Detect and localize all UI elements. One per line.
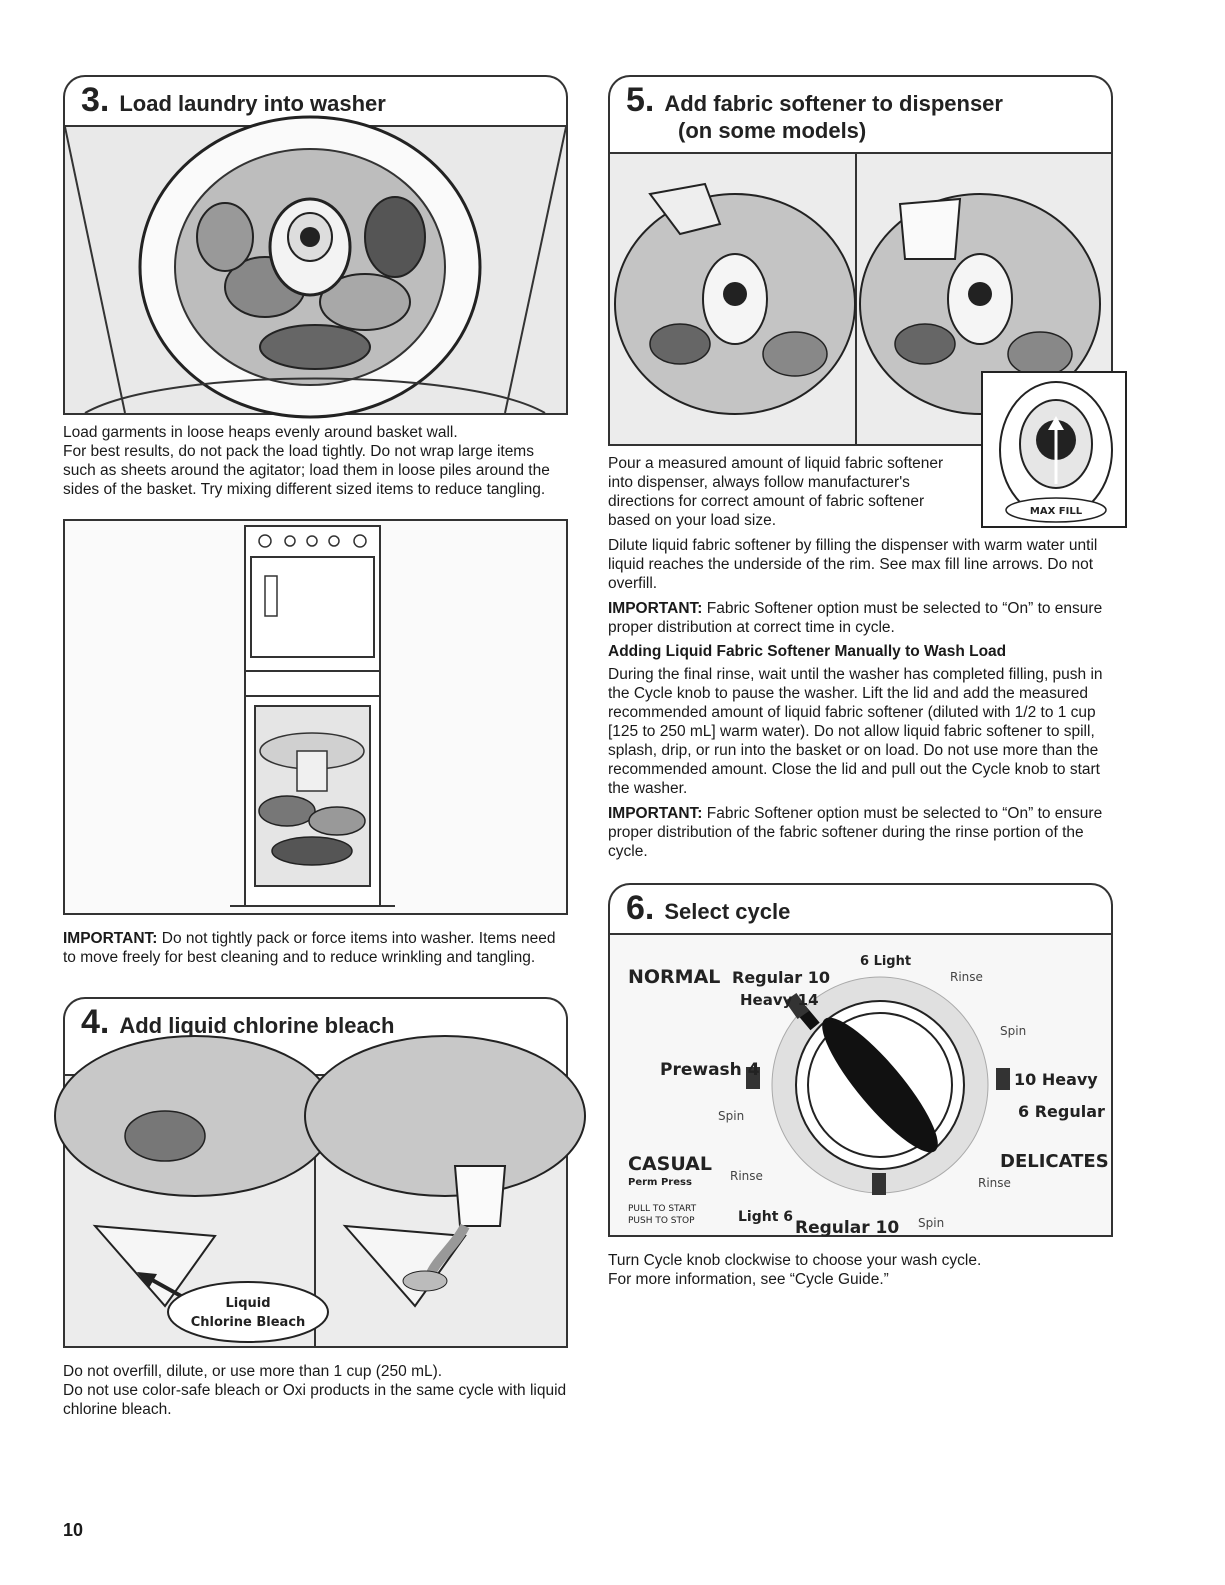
step-4-text: [63, 1362, 568, 1419]
max-fill-label: MAX FILL: [1029, 506, 1083, 517]
step-6-text: [608, 1251, 1113, 1289]
dial-6-regular: 6 Regular: [1018, 1102, 1105, 1121]
step-6-section: [608, 883, 1113, 1289]
right-column: [608, 75, 1113, 1295]
dial-spin-bottom: Spin: [918, 1216, 945, 1230]
dial-6-light: 6 Light: [860, 954, 912, 969]
dial-10-heavy: 10 Heavy: [1014, 1070, 1098, 1089]
step-4-body-1: Do not overfill, dilute, or use more than 1 cup (250 mL).: [63, 1363, 443, 1380]
step-5-header: [608, 75, 1113, 152]
stacked-washer-image: [65, 521, 566, 913]
dial-pull-to-start: PULL TO START: [628, 1204, 697, 1214]
step-5-important1-label: IMPORTANT:: [608, 600, 703, 617]
dial-heavy-14: Heavy 14: [740, 991, 819, 1009]
step-5-dilute-text: Dilute liquid fabric softener by filling the dispenser with warm water until liquid reaches the underside of the rim. See max fill line arrows. Do not overfill.: [608, 537, 1098, 592]
dial-rinse-top: Rinse: [950, 970, 983, 984]
bleach-dispenser-image: [65, 1076, 566, 1346]
step-3-title: [81, 81, 550, 119]
dial-regular-10-bottom: Regular 10: [795, 1218, 900, 1238]
step-6-title-text: Select cycle: [664, 899, 791, 924]
dial-rinse-left: Rinse: [730, 1169, 763, 1183]
step-5-pour-text: Pour a measured amount of liquid fabric softener into dispenser, always follow manufacturer's directions for correct amount of fabric softener based on your load size.: [608, 455, 944, 529]
dial-prewash-4: Prewash 4: [660, 1060, 760, 1080]
cycle-dial-illustration: [608, 933, 1113, 1237]
bleach-dispenser-illustration: [63, 1074, 568, 1348]
page-number: 10: [63, 1520, 84, 1540]
step-5-number: 5.: [626, 81, 655, 119]
step-3-important: [63, 929, 568, 967]
step-6-body-1: Turn Cycle knob clockwise to choose your wash cycle.: [608, 1252, 982, 1269]
dial-regular-10-top: Regular 10: [732, 968, 831, 987]
stacked-washer-illustration: [63, 519, 568, 915]
dial-light-6-bottom: Light 6: [738, 1209, 794, 1225]
left-column: [63, 75, 568, 1425]
step-4-title-line1: Add liquid chlorine bleach: [119, 1013, 395, 1038]
washer-basket-illustration: [63, 125, 568, 415]
step-5-manual-text: During the final rinse, wait until the washer has completed filling, push in the Cycle knob to pause the washer. Lift the lid and add the measured recommended amount of liquid fabric softener (diluted with 1/2 to 1 cup [125 to 250 mL] warm water). Do not allow liquid fabric softener to spill, splash, drip, or run into the basket or on load. Do not use more than the recommended amount. Close the lid and pull out the Cycle knob to start the washer.: [608, 666, 1103, 797]
step-4-body-2: Do not use color-safe bleach or Oxi products in the same cycle with liquid chlorine bleach.: [63, 1382, 567, 1418]
step-6-header: [608, 883, 1113, 933]
dial-normal: NORMAL: [628, 966, 721, 988]
cycle-dial: [610, 935, 1111, 1238]
step-5-important2-text: Fabric Softener option must be selected to “On” to ensure proper distribution of the fabric softener during the rinse portion of the cycle.: [608, 805, 1103, 860]
step-3-important-text: Do not tightly pack or force items into washer. Items need to move freely for best cleaning and to reduce wrinkling and tangling.: [63, 930, 556, 966]
dial-delicates: DELICATES: [1000, 1151, 1109, 1172]
dial-spin-left: Spin: [718, 1109, 745, 1123]
dial-spin-right: Spin: [1000, 1024, 1027, 1038]
dial-casual: CASUAL: [628, 1153, 712, 1175]
step-5-important1-text: Fabric Softener option must be selected to “On” to ensure proper distribution at correct time in cycle.: [608, 600, 1103, 636]
step-5-title-line2: (on some models): [678, 118, 867, 143]
step-5-title-line1: Add fabric softener to dispenser: [664, 91, 1003, 116]
step-3-section: [63, 75, 568, 967]
washer-basket-image: [65, 127, 566, 413]
step-4-section: [63, 997, 568, 1419]
dial-push-to-stop: PUSH TO STOP: [628, 1216, 695, 1226]
step-5-section: [608, 75, 1113, 861]
step-4-number: 4.: [81, 1003, 110, 1041]
step-3-body-2: For best results, do not pack the load tightly. Do not wrap large items such as sheets around the agitator; load them in loose piles around the sides of the basket. Try mixing different sized items to reduce tangling.: [63, 443, 550, 498]
step-3-number: 3.: [81, 81, 110, 119]
bleach-callout-line1: Liquid: [225, 1296, 271, 1311]
dial-rinse-right: Rinse: [978, 1176, 1011, 1190]
step-5-title: [626, 81, 1095, 144]
step-3-important-label: IMPORTANT:: [63, 930, 158, 947]
step-6-number: 6.: [626, 889, 655, 927]
step-3-title-text: Load laundry into washer: [119, 91, 386, 116]
step-5-manual-heading: Adding Liquid Fabric Softener Manually to Wash Load: [608, 643, 1007, 660]
step-5-important2-label: IMPORTANT:: [608, 805, 703, 822]
dial-perm-press: Perm Press: [628, 1177, 692, 1188]
step-3-text: [63, 423, 568, 499]
step-6-body-2: For more information, see “Cycle Guide.”: [608, 1271, 889, 1288]
step-6-title: [626, 889, 1095, 927]
step-3-body-1: Load garments in loose heaps evenly around basket wall.: [63, 424, 458, 441]
bleach-callout-line2: Chlorine Bleach: [190, 1315, 306, 1330]
